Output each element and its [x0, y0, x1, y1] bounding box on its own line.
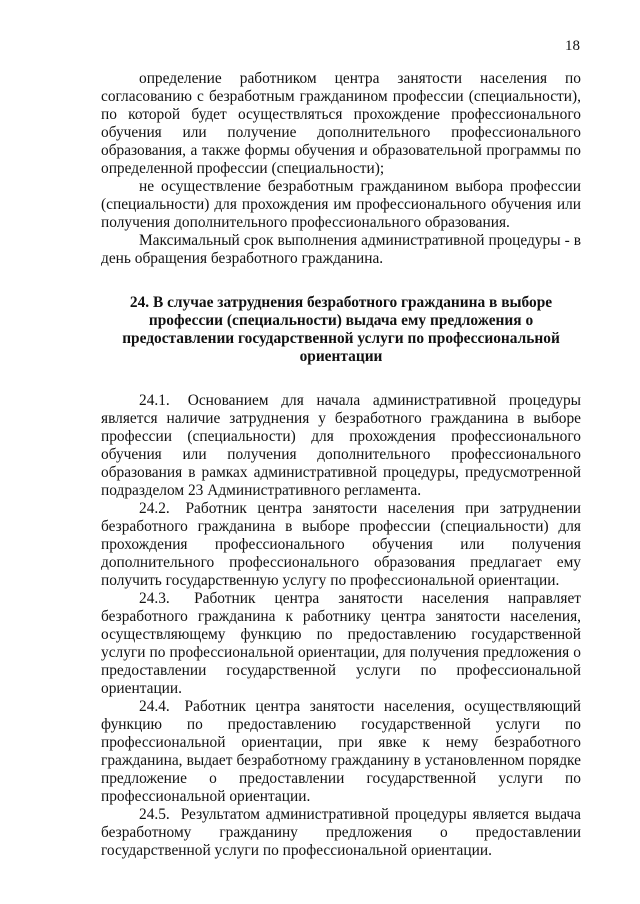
intro-paragraph-1: определение работником центра занятости населения по согласованию с безработным гражданином профессии (специальности), по которой будет осуществляться прохождение профессионального обучения или получение дополнительного профессионального образования, а также формы обучения и образовательной программы по определенной профессии (специальности); [101, 70, 581, 177]
section-item-24-4 [101, 698, 581, 806]
item-text: Работник центра занятости населения, осуществляющий функцию по предоставлению государственной услуги по профессиональной ориентации, при явке к нему безработного гражданина, выдает безработному гражданину в установленном порядке предложение о предоставлении государственной услуги по профессиональной ориентации. [101, 698, 581, 805]
page-number: 18 [565, 38, 580, 54]
section-heading-line: 24. В случае затруднения безработного гражданина в выборе [129, 294, 553, 311]
item-text: Работник центра занятости населения при затруднении безработного гражданина в выборе профессии (специальности) для прохождения профессионального обучения или получения дополнительного профессионального образования предлагает ему получить государственную услугу по профессиональной ориентации. [101, 500, 581, 589]
item-number: 24.4. [139, 698, 170, 715]
intro-paragraph-2: не осуществление безработным гражданином выбора профессии (специальности) для прохождения им профессионального обучения или получения дополнительного профессионального образования. [101, 178, 581, 231]
item-text: Основанием для начала административной процедуры является наличие затруднения у безработного гражданина в выборе профессии (специальности) для прохождения профессионального обучения или получения дополнительного профессионального образования в рамках административной процедуры, предусмотренной подразделом 23 Административного регламента. [101, 392, 581, 499]
intro-paragraph-3: Максимальный срок выполнения административной процедуры - в день обращения безработного гражданина. [101, 232, 581, 267]
section-heading-line: предоставлении государственной услуги по профессиональной [122, 330, 560, 347]
item-number: 24.3. [139, 590, 170, 607]
item-text: Работник центра занятости населения направляет безработного гражданина к работнику центра занятости населения, осуществляющему функцию по предоставлению государственной услуги по профессиональной ориентации, для получения предложения о предоставлении государственной услуги по профессиональной ориентации. [101, 590, 581, 697]
item-number: 24.1. [139, 392, 170, 409]
section-item-24-1 [101, 392, 581, 500]
document-body [101, 70, 581, 860]
item-number: 24.2. [139, 500, 170, 517]
item-text: Результатом административной процедуры является выдача безработному гражданину предложения о предоставлении государственной услуги по профессиональной ориентации. [101, 806, 581, 859]
section-heading [101, 294, 581, 366]
section-item-24-3 [101, 590, 581, 698]
item-number: 24.5. [139, 806, 170, 823]
section-item-24-2 [101, 500, 581, 590]
section-item-24-5 [101, 806, 581, 860]
section-heading-line: профессии (специальности) выдача ему предложения о [148, 312, 534, 329]
section-heading-line: ориентации [299, 348, 383, 365]
